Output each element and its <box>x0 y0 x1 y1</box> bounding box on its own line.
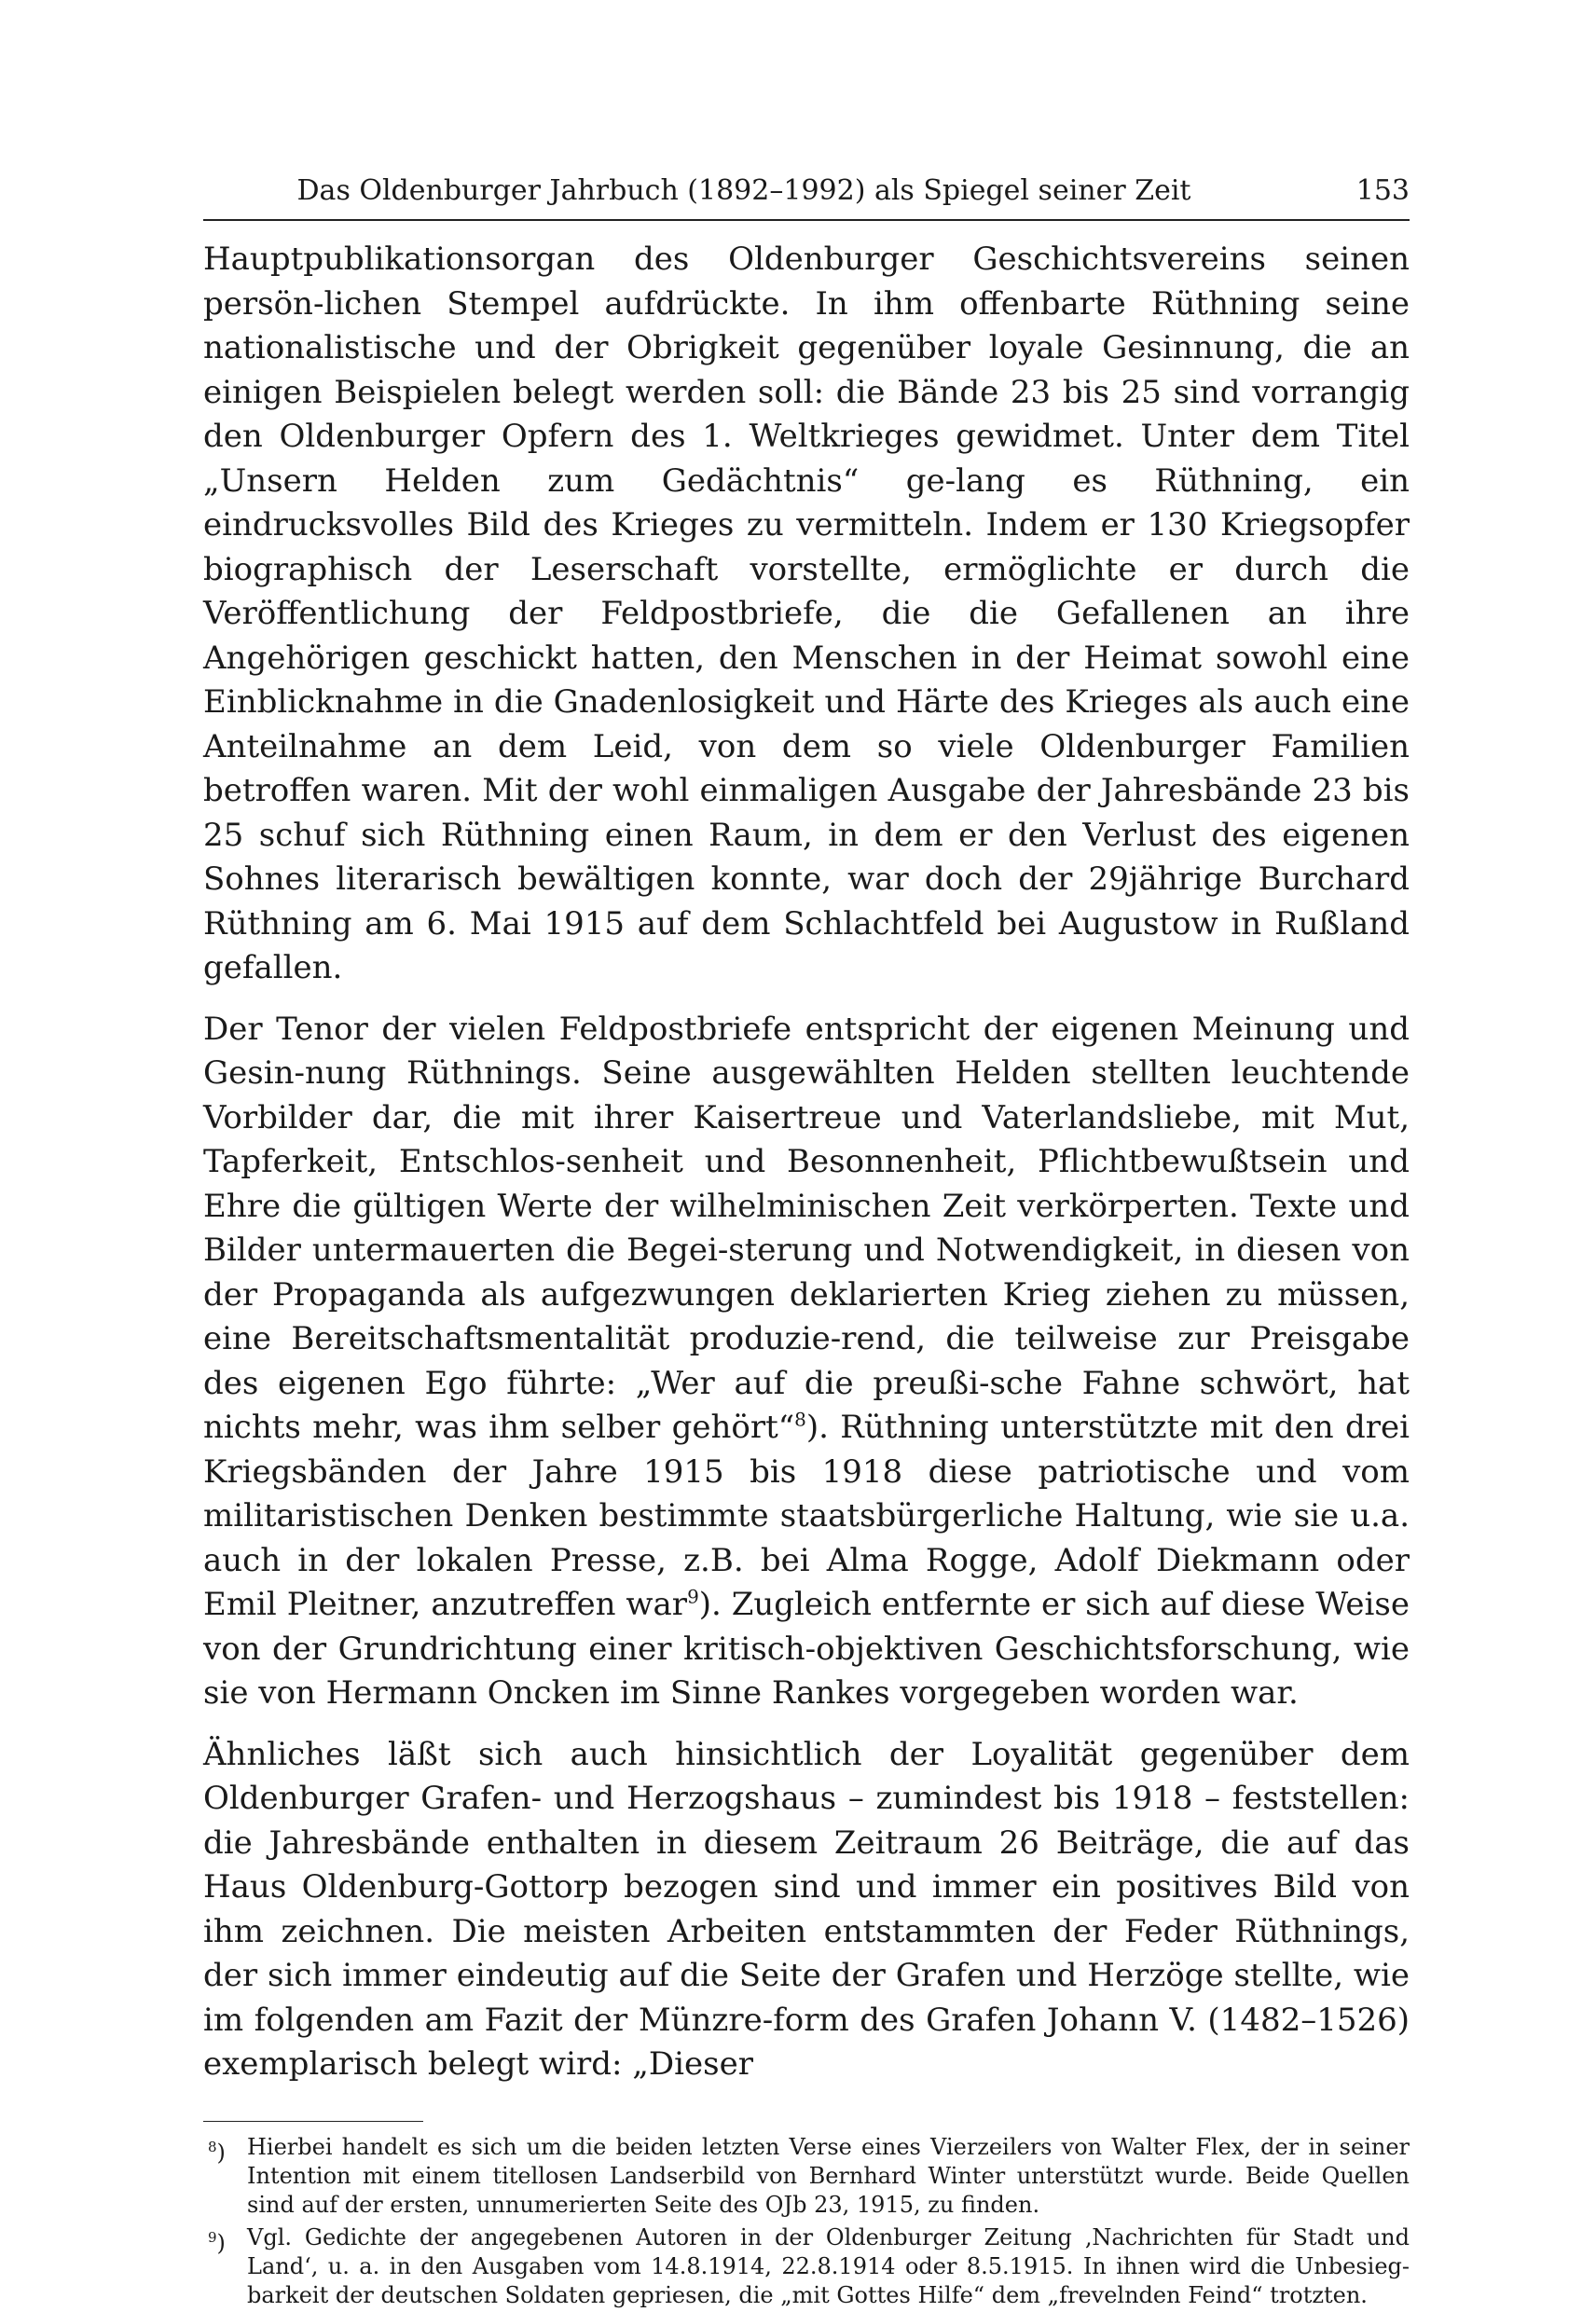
footnote-ref-9: 9 <box>687 1585 699 1608</box>
footnotes <box>203 2133 1410 2310</box>
paragraph-2-text-b: ). Rüthning unterstützte mit den drei Kriegsbänden der Jahre 1915 bis 1918 diese patriotische und vom militaristischen Denken bestimmte staatsbürgerliche Haltung, wie sie u.a. auch in der lokalen Presse, z.B. bei Alma Rogge, Adolf Diekmann oder Emil Pleitner, anzutreffen war <box>203 1409 1410 1623</box>
footnote-ref-8: 8 <box>794 1408 806 1431</box>
body-text <box>203 238 1410 2087</box>
footnote-8-marker: $^8$) <box>208 2138 226 2166</box>
footnote-9 <box>203 2223 1410 2310</box>
running-head <box>203 172 1410 221</box>
footnote-9-number: 9 <box>208 2228 217 2246</box>
footnote-9-text: Vgl. Gedichte der angegebenen Autoren in der Oldenburger Zeitung ‚Nachrichten für Stadt und Land‘, u. a. in den Ausgaben vom 14.8.1914, 22.8.1914 oder 8.5.1915. In ihnen wird die Unbesieg-barkeit der deutschen Soldaten gepriesen, die „mit Gottes Hilfe“ dem „frevelnden Feind“ trotzten. <box>247 2223 1410 2308</box>
footnote-8 <box>203 2133 1410 2220</box>
footnote-8-text: Hierbei handelt es sich um die beiden letzten Verse eines Vierzeilers von Walter Flex, der in seiner Intention mit einem titellosen Landserbild von Bernhard Winter unterstützt wurde. Beide Quellen sind auf der ersten, unnumerierten Seite des OJb 23, 1915, zu finden. <box>247 2133 1410 2218</box>
book-page <box>203 172 1410 2310</box>
footnote-8-number: 8 <box>208 2138 217 2155</box>
paragraph-2-text-a: Der Tenor der vielen Feldpostbriefe entspricht der eigenen Meinung und Gesin-nung Rüthnings. Seine ausgewählten Helden stellten leuchtende Vorbilder dar, die mit ihrer Kaisertreue und Vaterlandsliebe, mit Mut, Tapferkeit, Entschlos-senheit und Besonnenheit, Pflichtbewußtsein und Ehre die gültigen Werte der wilhelminischen Zeit verkörperten. Texte und Bilder untermauerten die Begei-sterung und Notwendigkeit, in diesen von der Propaganda als aufgezwungen deklarierten Krieg ziehen zu müssen, eine Bereitschaftsmentalität produzie-rend, die teilweise zur Preisgabe des eigenen Ego führte: „Wer auf die preußi-sche Fahne schwört, hat nichts mehr, was ihm selber gehört“ <box>203 1010 1410 1446</box>
footnote-9-marker: $^9$) <box>208 2228 226 2256</box>
paragraph-2 <box>203 1008 1410 1716</box>
footnote-divider <box>203 2121 423 2122</box>
paragraph-2-text-c: ). Zugleich entfernte er sich auf diese Weise von der Grundrichtung einer kritisch-objektiven Geschichtsforschung, wie sie von Hermann Oncken im Sinne Rankes vorgegeben worden war. <box>203 1586 1410 1712</box>
page-number: 153 <box>1355 174 1410 207</box>
paragraph-3: Ähnliches läßt sich auch hinsichtlich der Loyalität gegenüber dem Oldenburger Grafen- und Herzogshaus – zumindest bis 1918 – feststellen: die Jahresbände enthalten in diesem Zeitraum 26 Beiträge, die auf das Haus Oldenburg-Gottorp bezogen sind und immer ein positives Bild von ihm zeichnen. Die meisten Arbeiten entstammten der Feder Rüthnings, der sich immer eindeutig auf die Seite der Grafen und Herzöge stellte, wie im folgenden am Fazit der Münzre-form des Grafen Johann V. (1482–1526) exemplarisch belegt wird: „Dieser <box>203 1735 1410 2083</box>
paragraph-1: Hauptpublikationsorgan des Oldenburger Geschichtsvereins seinen persön-lichen Stempel aufdrückte. In ihm offenbarte Rüthning seine nationalistische und der Obrigkeit gegenüber loyale Gesinnung, die an einigen Beispielen belegt werden soll: die Bände 23 bis 25 sind vorrangig den Oldenburger Opfern des 1. Weltkrieges gewidmet. Unter dem Titel „Unsern Helden zum Gedächtnis“ ge-lang es Rüthning, ein eindrucksvolles Bild des Krieges zu vermitteln. Indem er 130 Kriegsopfer biographisch der Leserschaft vorstellte, ermöglichte er durch die Veröffentlichung der Feldpostbriefe, die die Gefallenen an ihre Angehörigen geschickt hatten, den Menschen in der Heimat sowohl eine Einblicknahme in die Gnadenlosigkeit und Härte des Krieges als auch eine Anteilnahme an dem Leid, von dem so viele Oldenburger Familien betroffen waren. Mit der wohl einmaligen Ausgabe der Jahresbände 23 bis 25 schuf sich Rüthning einen Raum, in dem er den Verlust des eigenen Sohnes literarisch bewältigen konnte, war doch der 29jährige Burchard Rüthning am 6. Mai 1915 auf dem Schlachtfeld bei Augustow in Rußland gefallen. <box>203 241 1410 986</box>
running-title: Das Oldenburger Jahrbuch (1892–1992) als Spiegel seiner Zeit <box>296 174 1191 207</box>
